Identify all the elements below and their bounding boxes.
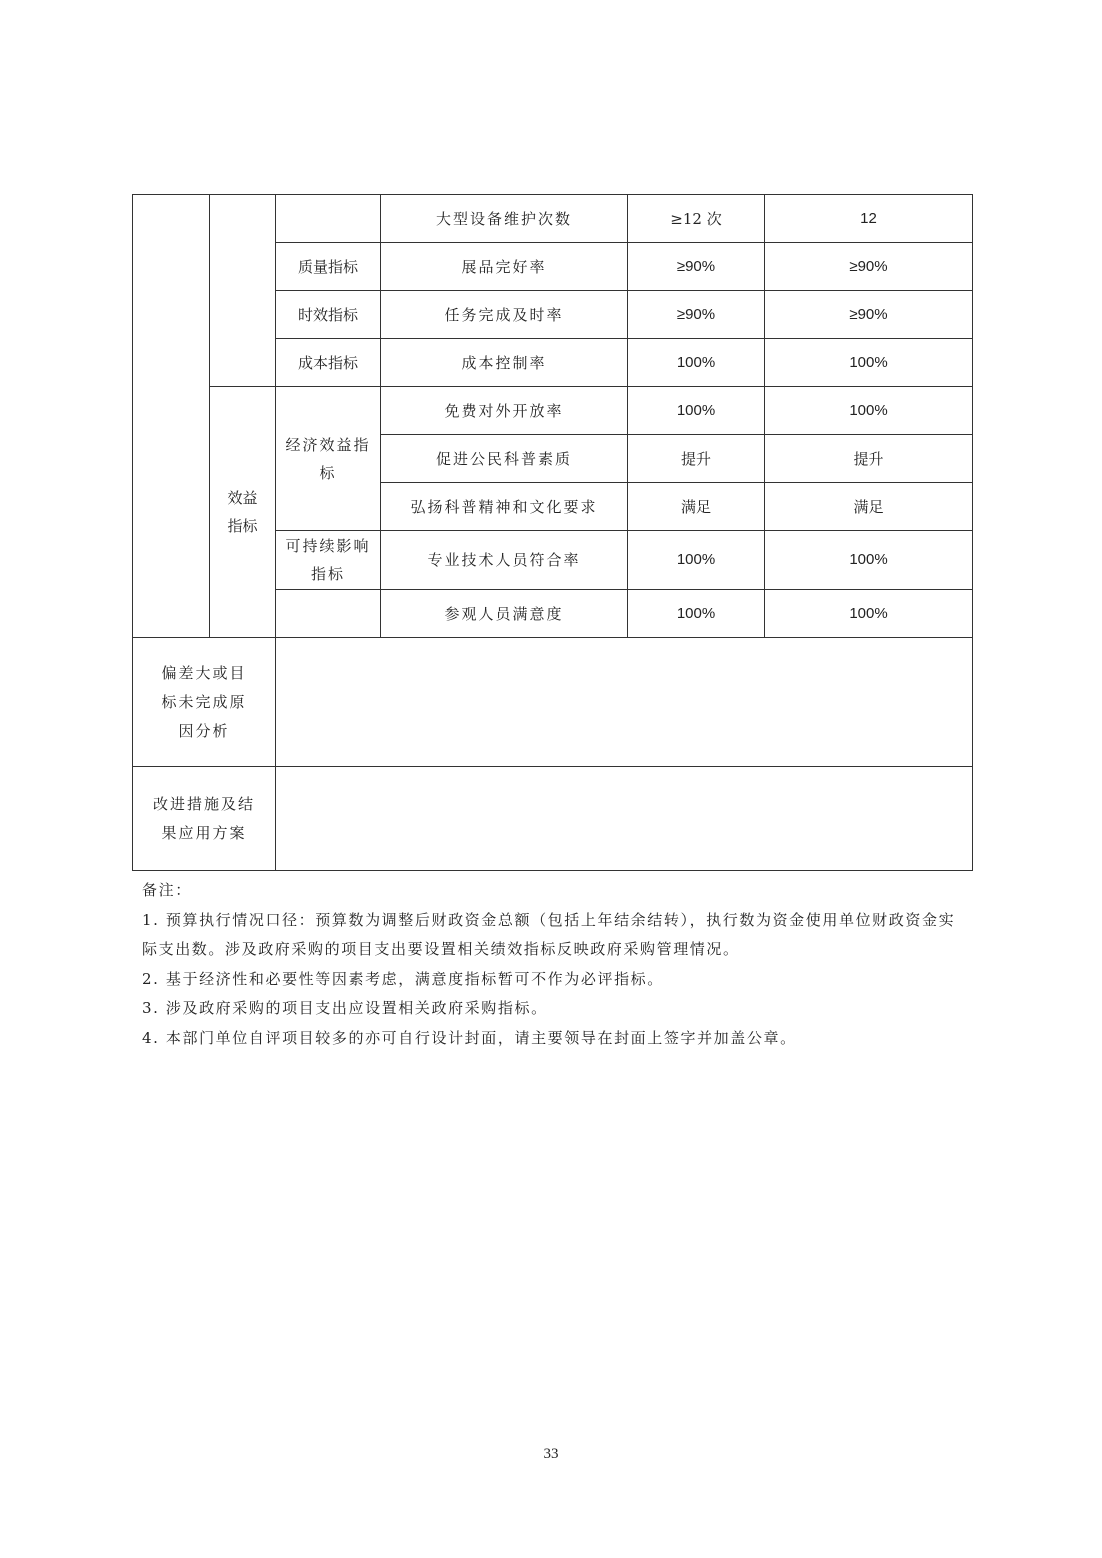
level3-cell: 时效指标 xyxy=(276,291,381,339)
deviation-label-cell xyxy=(133,638,276,767)
target-cell: ≥90% xyxy=(628,291,765,339)
deviation-value-cell xyxy=(276,638,973,767)
notes-heading: 备注： xyxy=(142,881,192,899)
indicator-cell: 大型设备维护次数 xyxy=(381,195,628,243)
actual-cell: ≥90% xyxy=(765,291,973,339)
indicator-cell: 专业技术人员符合率 xyxy=(381,531,628,590)
indicator-cell: 免费对外开放率 xyxy=(381,387,628,435)
note-item: 1. 预算执行情况口径：预算数为调整后财政资金总额（包括上年结余结转），执行数为资金使用单位财政资金实际支出数。涉及政府采购的项目支出要设置相关绩效指标反映政府采购管理情况。 xyxy=(142,910,956,958)
level3-cell xyxy=(276,195,381,243)
actual-cell: 100% xyxy=(765,339,973,387)
level3-cell: 质量指标 xyxy=(276,243,381,291)
level3-cell: 成本指标 xyxy=(276,339,381,387)
improvement-row xyxy=(133,767,973,871)
target-cell: 100% xyxy=(628,531,765,590)
actual-cell: 100% xyxy=(765,531,973,590)
improvement-label: 改进措施及结果应用方案 xyxy=(152,794,255,842)
table-row xyxy=(133,387,973,435)
target-cell: 100% xyxy=(628,590,765,638)
target-cell: ≥90% xyxy=(628,243,765,291)
note-item: 2. 基于经济性和必要性等因素考虑，满意度指标暂可不作为必评指标。 xyxy=(142,969,664,988)
performance-indicator-table xyxy=(132,194,973,871)
actual-cell: 提升 xyxy=(765,435,973,483)
level3-cell xyxy=(276,590,381,638)
actual-cell: 100% xyxy=(765,590,973,638)
actual-cell: 100% xyxy=(765,387,973,435)
indicator-cell: 促进公民科普素质 xyxy=(381,435,628,483)
level3-label: 经济效益指标 xyxy=(285,435,371,482)
indicator-cell: 弘扬科普精神和文化要求 xyxy=(381,483,628,531)
note-item: 4. 本部门单位自评项目较多的亦可自行设计封面，请主要领导在封面上签字并加盖公章。 xyxy=(142,1028,797,1047)
indicator-cell: 展品完好率 xyxy=(381,243,628,291)
actual-cell: ≥90% xyxy=(765,243,973,291)
improvement-value-cell xyxy=(276,767,973,871)
target-cell: 100% xyxy=(628,387,765,435)
level3-cell xyxy=(276,387,381,531)
page-number: 33 xyxy=(543,1446,559,1462)
note-item: 3. 涉及政府采购的项目支出应设置相关政府采购指标。 xyxy=(142,999,548,1017)
indicator-cell: 任务完成及时率 xyxy=(381,291,628,339)
target-cell: 100% xyxy=(628,339,765,387)
level3-label: 可持续影响指标 xyxy=(285,537,371,583)
target-cell: 提升 xyxy=(628,435,765,483)
table-row xyxy=(133,195,973,243)
improvement-label-cell xyxy=(133,767,276,871)
actual-cell: 满足 xyxy=(765,483,973,531)
level2-benefit-cell xyxy=(210,387,276,638)
level3-cell xyxy=(276,531,381,590)
actual-cell: 12 xyxy=(765,195,973,243)
target-cell: ≥12 次 xyxy=(628,195,765,243)
level2-output-cell xyxy=(210,195,276,387)
deviation-label: 偏差大或目标未完成原因分析 xyxy=(161,663,247,740)
deviation-row xyxy=(133,638,973,767)
indicator-cell: 参观人员满意度 xyxy=(381,590,628,638)
level2-label: 效益指标 xyxy=(227,489,258,535)
level1-cell xyxy=(133,195,210,638)
notes-section xyxy=(142,876,982,1053)
indicator-cell: 成本控制率 xyxy=(381,339,628,387)
target-cell: 满足 xyxy=(628,483,765,531)
